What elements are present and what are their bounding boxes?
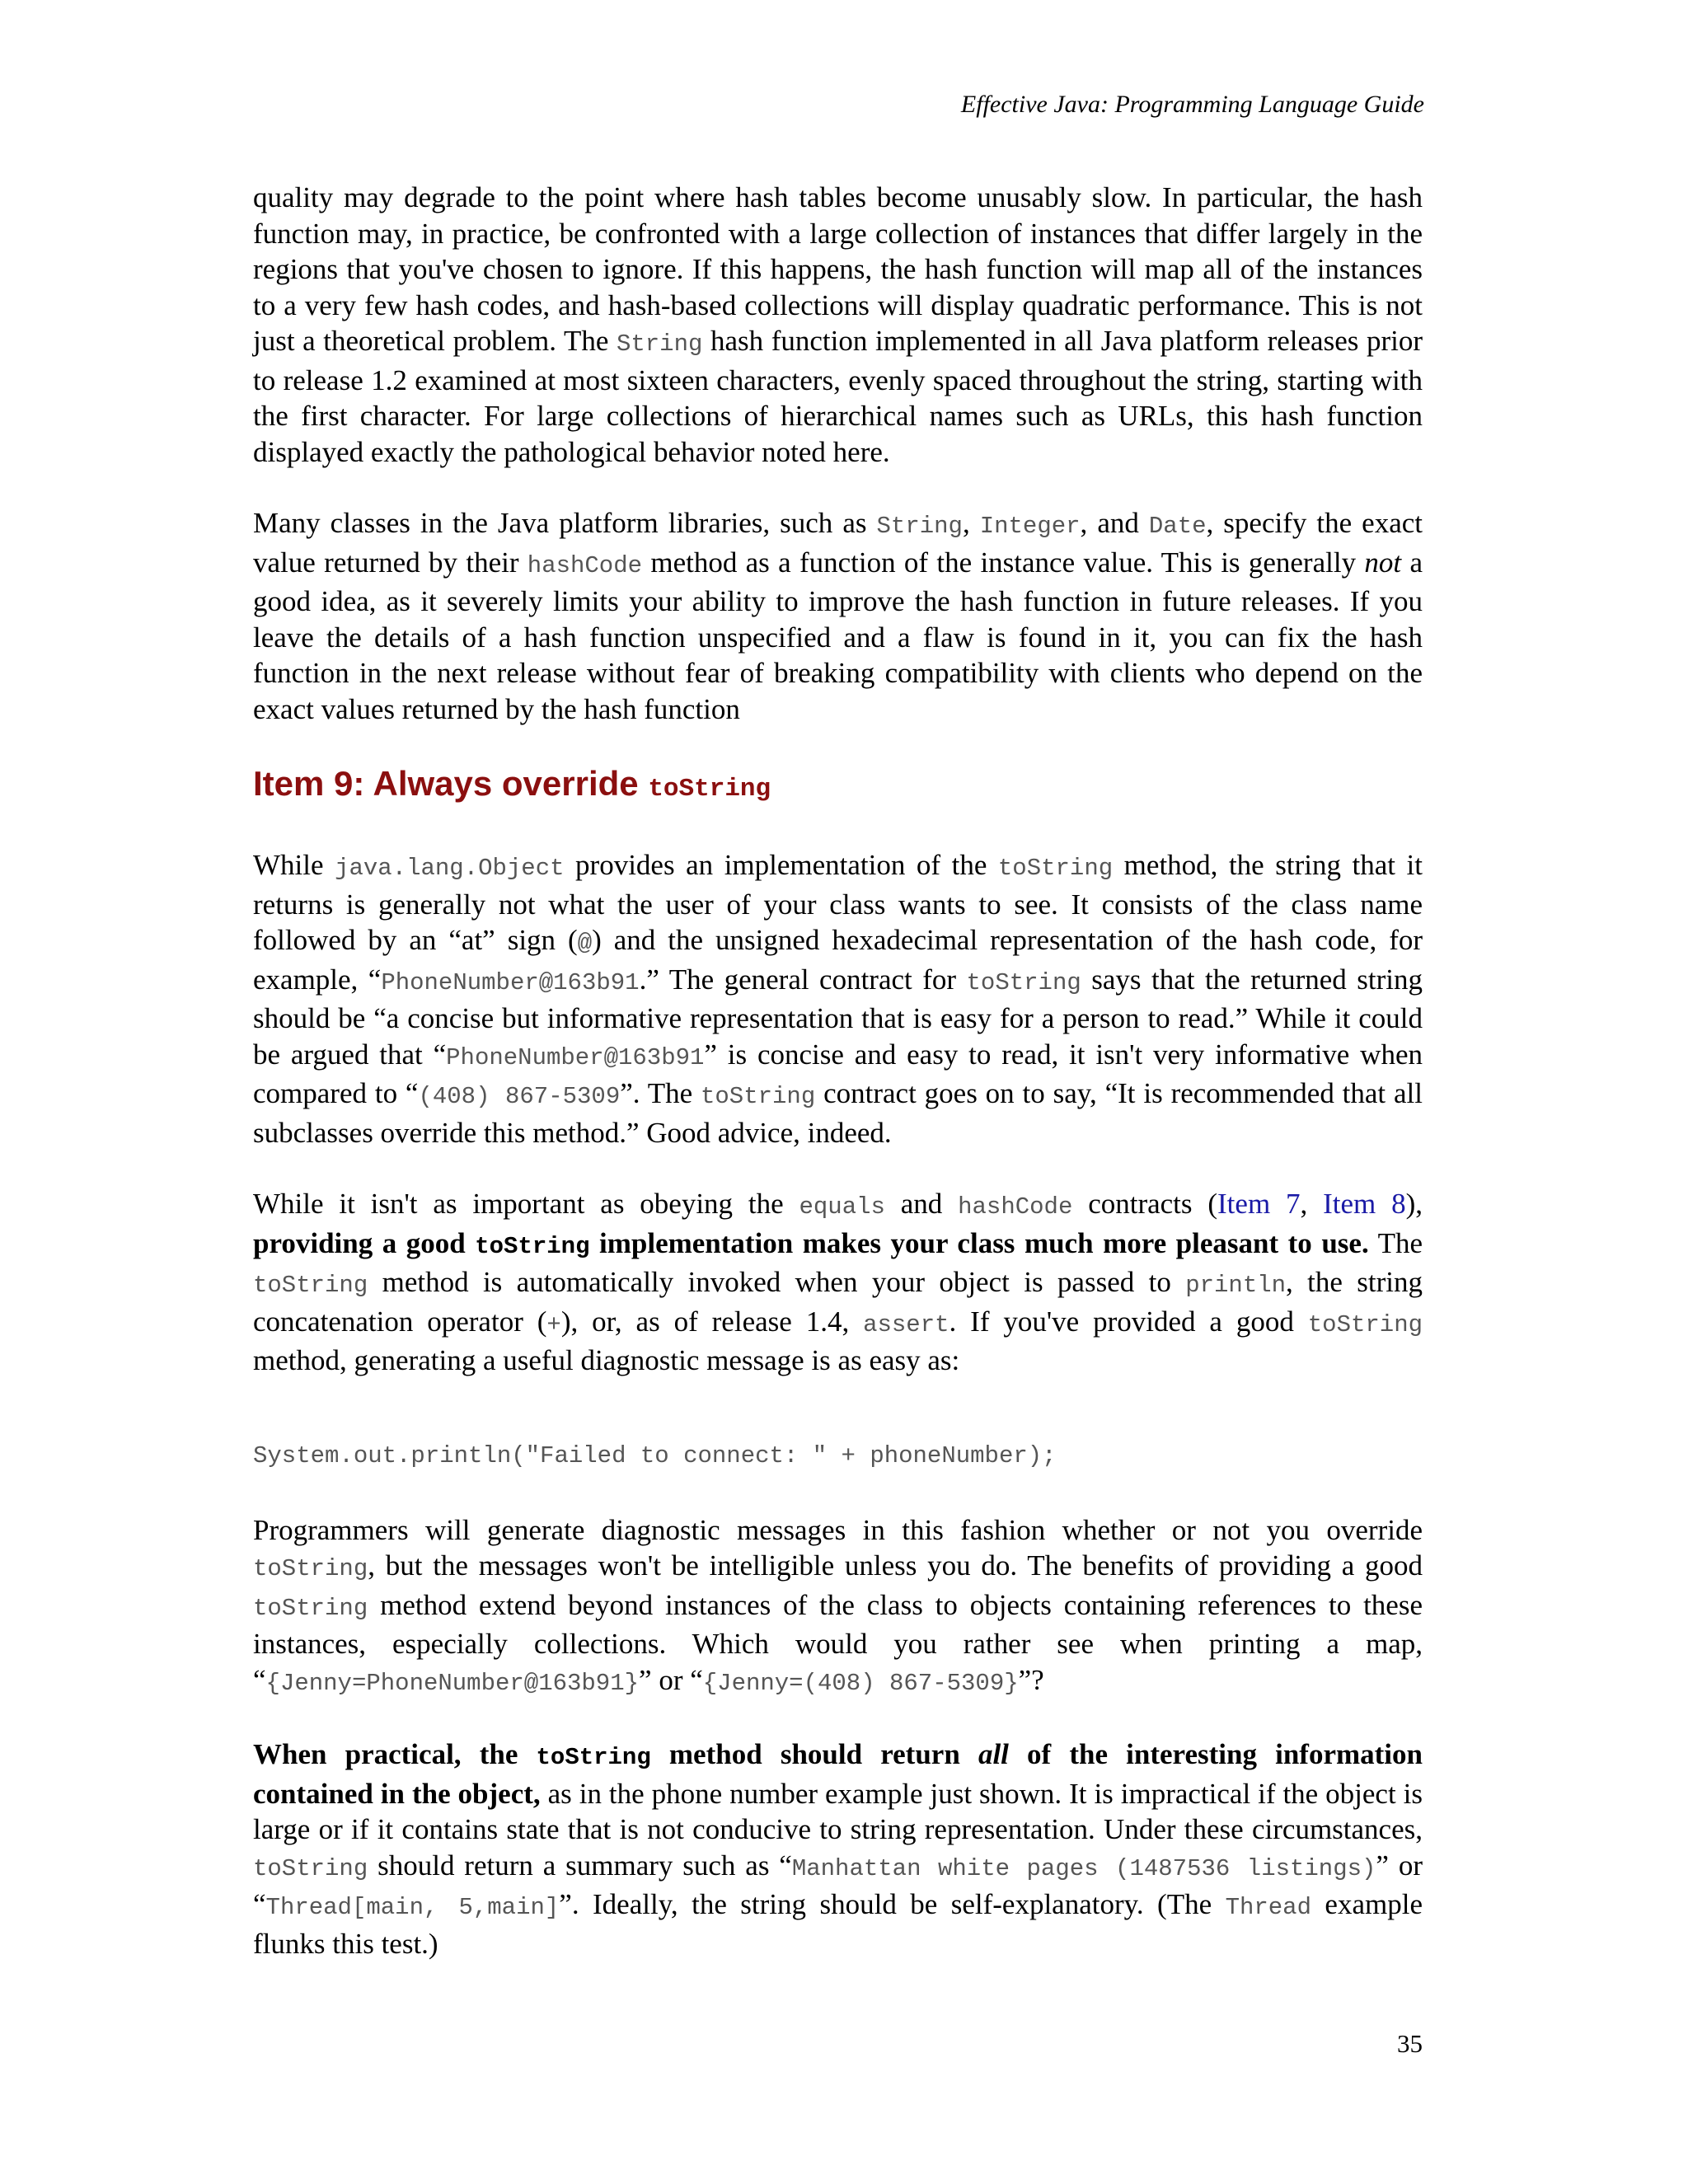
code-java-lang-object: java.lang.Object	[335, 855, 565, 882]
text: Programmers will generate diagnostic messages in this fashion whether or not you override	[253, 1513, 1423, 1546]
paragraph-diagnostic-messages	[253, 1512, 1423, 1702]
code-println: println	[1185, 1272, 1287, 1299]
code-tostring: toString	[253, 1555, 368, 1582]
code-string: String	[876, 513, 963, 540]
text: While it isn't as important as obeying the	[253, 1188, 799, 1220]
text: provides an implementation of the	[564, 849, 998, 881]
running-head: Effective Java: Programming Language Guide	[960, 91, 1424, 118]
code-example: System.out.println("Failed to connect: " + phoneNumber);	[253, 1441, 1057, 1469]
code-assert: assert	[863, 1310, 950, 1338]
code-tostring-bold: toString	[536, 1744, 651, 1771]
code-phone-value: (408) 867-5309	[418, 1083, 621, 1110]
code-equals: equals	[799, 1193, 885, 1221]
code-thread: Thread	[1225, 1894, 1311, 1921]
text: and	[884, 1188, 959, 1220]
text: says that the returned string should be “a concise but informative representation that is easy for a person to read.” While it could be argued that “	[253, 963, 1423, 1071]
code-tostring: toString	[997, 855, 1114, 882]
text: ),	[1405, 1188, 1423, 1220]
text: , the string concatenation operator (	[253, 1266, 1423, 1338]
bold-text: method should return	[650, 1738, 978, 1770]
text: ), or, as of release 1.4,	[560, 1305, 864, 1338]
code-thread-summary: Thread[main, 5,main]	[265, 1894, 560, 1921]
paragraph-pleasant-use	[253, 1186, 1423, 1379]
text: .” The general contract for	[639, 963, 967, 996]
code-plus: +	[546, 1310, 561, 1338]
text: ) and the unsigned hexadecimal representation of the hash code, for example, “	[253, 924, 1423, 996]
text: ” or “	[253, 1849, 1423, 1920]
text: While	[253, 849, 335, 881]
text: method, generating a useful diagnostic message is as easy as:	[253, 1344, 960, 1376]
text: ” or “	[639, 1663, 703, 1696]
code-tostring: toString	[1307, 1310, 1423, 1338]
heading-code: toString	[648, 775, 771, 804]
text: , specify the exact value returned by their	[253, 507, 1423, 579]
text: example flunks this test.)	[253, 1888, 1423, 1960]
paragraph-hash-quality	[253, 180, 1423, 470]
code-at-sign: @	[577, 930, 593, 957]
text: ”?	[1018, 1663, 1044, 1696]
text: a good idea, as it severely limits your ability to improve the hash function in future releases. If you leave the details of a hash function unspecified and a flaw is found in it, you can fix the hash function in the next release without fear of breaking compatibility with clients who depend on the exact values returned by the hash function	[253, 546, 1423, 725]
paragraph-interesting-info	[253, 1736, 1423, 1961]
text: . If you've provided a good	[949, 1305, 1308, 1338]
text: The	[1368, 1226, 1423, 1259]
text: contract goes on to say, “It is recommended that all subclasses override this method.” Good advice, indeed.	[253, 1077, 1423, 1149]
text: Many classes in the Java platform libraries, such as	[253, 507, 877, 539]
text: , but the messages won't be intelligible unless you do. The benefits of providing a good	[368, 1549, 1423, 1582]
bold-text: of the interesting information contained in the object,	[253, 1738, 1423, 1810]
text: ” is concise and easy to read, it isn't very informative when compared to “	[253, 1038, 1423, 1109]
emphasis-all: all	[978, 1738, 1009, 1770]
bold-text: When practical, the	[253, 1738, 537, 1770]
code-tostring-bold: toString	[475, 1232, 590, 1260]
text: ”. The	[620, 1077, 701, 1109]
text: , and	[1080, 507, 1149, 539]
code-phonenumber: PhoneNumber@163b91	[381, 968, 640, 996]
bold-statement	[253, 1227, 1369, 1259]
code-map-default: {Jenny=PhoneNumber@163b91}	[265, 1669, 640, 1697]
code-string: String	[616, 330, 703, 358]
code-tostring: toString	[966, 968, 1081, 996]
code-manhattan-summary: Manhattan white pages (1487536 listings)	[791, 1854, 1376, 1882]
page-number: 35	[1397, 2029, 1423, 2058]
text: method extend beyond instances of the class to objects containing references to these instances, especially collections. Which would you rather see when printing a map, “	[253, 1588, 1423, 1696]
bold-text: providing a good	[253, 1226, 476, 1259]
text: method as a function of the instance value. This is generally	[642, 546, 1365, 579]
text: method is automatically invoked when your object is passed to	[368, 1266, 1186, 1298]
code-tostring: toString	[701, 1083, 816, 1110]
code-tostring: toString	[253, 1272, 368, 1299]
code-tostring: toString	[253, 1854, 368, 1882]
text: method, the string that it returns is generally not what the user of your class wants to see. It consists of the class name followed by an “at” sign (	[253, 849, 1423, 956]
item-7-link[interactable]: Item 7	[1217, 1188, 1301, 1220]
text: ”. Ideally, the string should be self-explanatory. (The	[559, 1888, 1226, 1920]
item-8-link[interactable]: Item 8	[1323, 1188, 1406, 1220]
code-map-custom: {Jenny=(408) 867-5309}	[702, 1669, 1019, 1697]
code-phonenumber: PhoneNumber@163b91	[446, 1043, 705, 1071]
text: hash function implemented in all Java platform releases prior to release 1.2 examined at most sixteen characters, evenly spaced throughout the string, starting with the first character. For large collections of hierarchical names such as URLs, this hash function displayed exactly the pathological behavior noted here.	[253, 325, 1423, 468]
text: contracts (	[1072, 1188, 1218, 1220]
text: quality may degrade to the point where hash tables become unusably slow. In particular, the hash function may, in practice, be confronted with a large collection of instances that differ largely in the regions that you've chosen to ignore. If this happens, the hash function will map all of the instances to a very few hash codes, and hash-based collections will display quadratic performance. This is not just a theoretical problem. The	[253, 181, 1423, 357]
item-9-heading	[253, 762, 1423, 811]
paragraph-hashcode-spec	[253, 505, 1423, 727]
text: as in the phone number example just shown. It is impractical if the object is large or if it contains state that is not conducive to string representation. Under these circumstances,	[253, 1777, 1423, 1845]
page-content	[253, 180, 1423, 1961]
code-integer: Integer	[979, 513, 1081, 540]
code-hashcode: hashCode	[527, 551, 643, 579]
text: ,	[962, 507, 980, 539]
code-tostring: toString	[253, 1594, 368, 1622]
heading-text: Item 9: Always override	[253, 764, 649, 803]
code-hashcode: hashCode	[958, 1193, 1073, 1221]
text: ,	[1300, 1188, 1324, 1220]
text: should return a summary such as “	[368, 1849, 792, 1882]
emphasis-not: not	[1364, 546, 1402, 579]
bold-text: implementation makes your class much more pleasant to use.	[589, 1226, 1369, 1259]
paragraph-object-tostring	[253, 847, 1423, 1151]
code-date: Date	[1148, 513, 1207, 540]
